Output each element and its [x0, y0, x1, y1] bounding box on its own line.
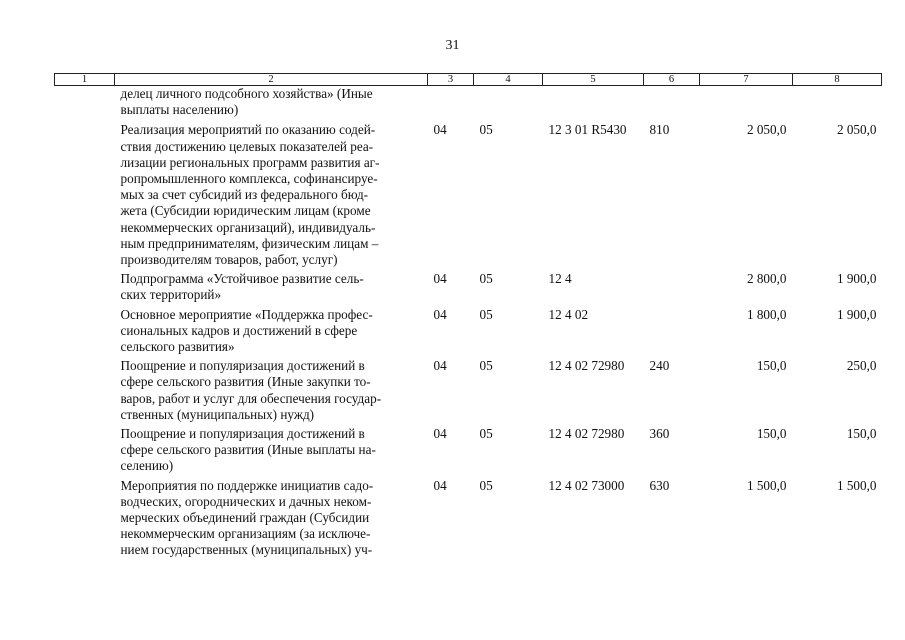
cell-razdel: 04 — [433, 426, 447, 442]
budget-table — [54, 73, 882, 562]
cell-amount-1: 2 050,0 — [746, 122, 787, 138]
cell-expense-type: 360 — [649, 426, 670, 442]
cell-expense-type: 810 — [649, 122, 670, 138]
cell-amount-1: 150,0 — [756, 358, 787, 374]
table-header — [55, 74, 882, 86]
header-col-2: 2 — [115, 74, 428, 86]
cell-expense-type — [644, 307, 700, 359]
cell-target-article: 12 4 02 — [548, 306, 589, 322]
cell-amount-2: 2 050,0 — [836, 122, 877, 138]
cell-razdel: 04 — [433, 477, 447, 493]
name-line: нием государственных (муниципальных) уч- — [120, 542, 373, 558]
cell-target-article — [543, 86, 644, 123]
cell-empty — [55, 307, 115, 359]
name-line: ских территорий» — [120, 287, 222, 303]
cell-amount-1: 1 500,0 — [746, 477, 787, 493]
name-line: выплаты населению) — [120, 102, 239, 118]
name-line: Реализация мероприятий по оказанию содей- — [120, 122, 376, 138]
name-line: Основное мероприятие «Поддержка профес- — [120, 306, 373, 322]
cell-amount-2: 250,0 — [846, 358, 877, 374]
name-line: сельского развития» — [120, 339, 235, 355]
name-line: производителям товаров, работ, услуг) — [120, 252, 338, 268]
cell-name — [115, 307, 428, 359]
name-line: Поощрение и популяризация достижений в — [120, 426, 365, 442]
table-row — [55, 426, 882, 478]
cell-podrazdel: 05 — [479, 358, 493, 374]
name-line: некоммерческих организаций), индивидуаль- — [120, 219, 376, 235]
name-line: сиональных кадров и достижений в сфере — [120, 322, 358, 338]
header-col-1: 1 — [55, 74, 115, 86]
cell-amount-2: 1 500,0 — [836, 477, 877, 493]
name-line: мерческих объединений граждан (Субсидии — [120, 510, 370, 526]
table-row — [55, 307, 882, 359]
cell-target-article: 12 4 — [548, 271, 572, 287]
page-number: 31 — [445, 38, 460, 53]
table-row — [55, 86, 882, 123]
cell-target-article: 12 4 02 73000 — [548, 477, 625, 493]
cell-expense-type — [644, 271, 700, 306]
name-line: селению) — [120, 458, 174, 474]
cell-empty — [55, 122, 115, 271]
name-line: некоммерческим организациям (за исключе- — [120, 526, 371, 542]
cell-target-article: 12 4 02 72980 — [548, 358, 625, 374]
cell-expense-type: 240 — [649, 358, 670, 374]
name-line: ственных (муниципальных) нужд) — [120, 406, 315, 422]
cell-podrazdel: 05 — [479, 426, 493, 442]
cell-name — [115, 358, 428, 426]
cell-amount-1: 1 800,0 — [746, 306, 787, 322]
cell-target-article: 12 4 02 72980 — [548, 426, 625, 442]
cell-name — [115, 271, 428, 306]
cell-expense-type — [644, 86, 700, 123]
name-line: делец личного подсобного хозяйства» (Иные — [120, 86, 373, 101]
name-line: Поощрение и популяризация достижений в — [120, 358, 365, 374]
cell-amount-1: 150,0 — [756, 426, 787, 442]
cell-razdel: 04 — [433, 358, 447, 374]
cell-expense-type: 630 — [649, 477, 670, 493]
name-line: сфере сельского развития (Иные закупки то- — [120, 374, 371, 390]
table-row — [55, 478, 882, 562]
cell-amount-2 — [793, 86, 882, 123]
table-row — [55, 122, 882, 271]
header-col-7: 7 — [700, 74, 793, 86]
name-line: варов, работ и услуг для обеспечения государ- — [120, 390, 382, 406]
cell-podrazdel — [474, 86, 543, 123]
cell-empty — [55, 86, 115, 123]
table-body — [55, 86, 882, 562]
cell-empty — [55, 426, 115, 478]
name-line: Подпрограмма «Устойчивое развитие сель- — [120, 271, 364, 287]
cell-podrazdel: 05 — [479, 477, 493, 493]
cell-amount-2: 1 900,0 — [836, 306, 877, 322]
cell-razdel: 04 — [433, 122, 447, 138]
cell-empty — [55, 358, 115, 426]
cell-podrazdel: 05 — [479, 271, 493, 287]
cell-empty — [55, 478, 115, 562]
name-line: ным предпринимателям, физическим лицам – — [120, 235, 379, 251]
name-line: водческих, огороднических и дачных неком- — [120, 493, 372, 509]
header-col-6: 6 — [644, 74, 700, 86]
cell-amount-2: 1 900,0 — [836, 271, 877, 287]
cell-razdel: 04 — [433, 271, 447, 287]
cell-name — [115, 122, 428, 271]
cell-razdel — [428, 86, 474, 123]
table-row — [55, 358, 882, 426]
cell-amount-2: 150,0 — [846, 426, 877, 442]
header-col-5: 5 — [543, 74, 644, 86]
name-line: мых за счет субсидий из федерального бюд- — [120, 187, 369, 203]
name-line: сфере сельского развития (Иные выплаты на- — [120, 442, 376, 458]
table-row — [55, 271, 882, 306]
cell-razdel: 04 — [433, 306, 447, 322]
name-line: Мероприятия по поддержке инициатив садо- — [120, 477, 374, 493]
name-line: лизации региональных программ развития аг- — [120, 154, 380, 170]
header-col-8: 8 — [793, 74, 882, 86]
name-line: ствия достижению целевых показателей реа- — [120, 138, 374, 154]
name-line: ропромышленного комплекса, софинансируе- — [120, 171, 378, 187]
cell-amount-1: 2 800,0 — [746, 271, 787, 287]
cell-target-article: 12 3 01 R5430 — [548, 122, 627, 138]
cell-name — [115, 426, 428, 478]
cell-podrazdel: 05 — [479, 306, 493, 322]
cell-name — [115, 478, 428, 562]
header-row — [55, 74, 882, 86]
name-line: жета (Субсидии юридическим лицам (кроме — [120, 203, 371, 219]
cell-podrazdel: 05 — [479, 122, 493, 138]
header-col-4: 4 — [474, 74, 543, 86]
header-col-3: 3 — [428, 74, 474, 86]
cell-empty — [55, 271, 115, 306]
cell-name — [115, 86, 428, 123]
cell-amount-1 — [700, 86, 793, 123]
